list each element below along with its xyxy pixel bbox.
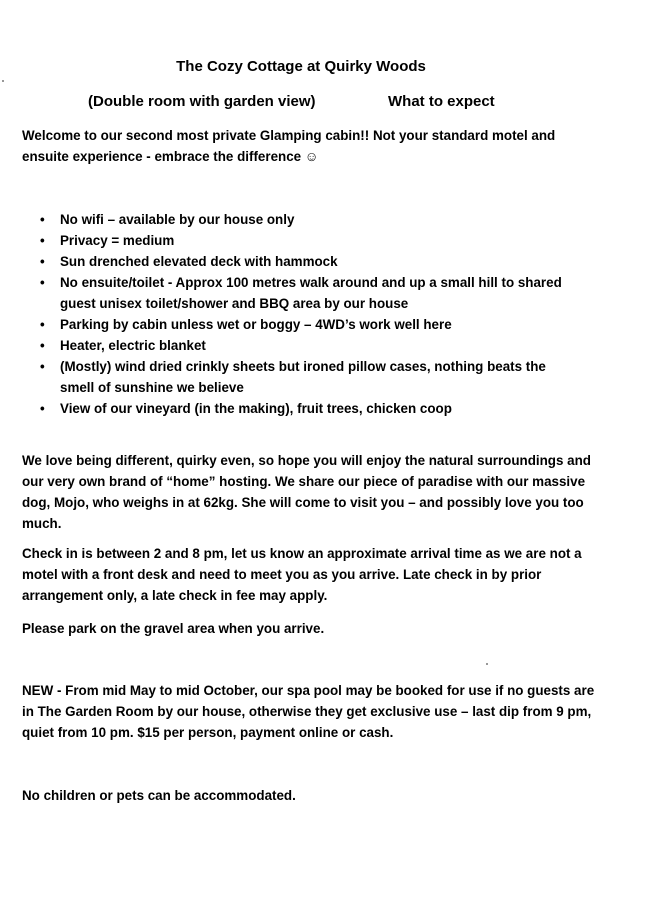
welcome-paragraph: Welcome to our second most private Glamping cabin!! Not your standard motel and ensuite experience - embrace the difference ☺ [22,128,556,164]
what-to-expect-heading: What to expect [388,93,495,110]
list-item: • No wifi – available by our house only [22,209,582,230]
parking-paragraph: Please park on the gravel area when you arrive. [22,621,325,636]
document-title: The Cozy Cottage at Quirky Woods [176,58,426,75]
children-pets-paragraph: No children or pets can be accommodated. [22,788,296,803]
room-type-subtitle: (Double room with garden view) [88,93,316,110]
list-item: • Sun drenched elevated deck with hammock [22,251,582,272]
list-item: • Privacy = medium [22,230,582,251]
list-item: • Parking by cabin unless wet or boggy – 4WD’s work well here [22,314,582,335]
list-item: • (Mostly) wind dried crinkly sheets but ironed pillow cases, nothing beats the smell of sunshine we believe [22,356,582,398]
list-item: • No ensuite/toilet - Approx 100 metres walk around and up a small hill to shared guest unisex toilet/shower and BBQ area by our house [22,272,582,314]
scan-speck [486,663,488,665]
list-item: • View of our vineyard (in the making), fruit trees, chicken coop [22,398,582,419]
quirky-paragraph: We love being different, quirky even, so hope you will enjoy the natural surroundings and our very own brand of “home” hosting. We share our piece of paradise with our massive dog, Mojo, who weighs in at 62kg. She will come to visit you – and possibly love you too much. [22,453,591,531]
checkin-paragraph: Check in is between 2 and 8 pm, let us know an approximate arrival time as we are not a motel with a front desk and need to meet you as you arrive. Late check in by prior arrangement only, a late check in fee may apply. [22,546,582,603]
spa-pool-paragraph: NEW - From mid May to mid October, our spa pool may be booked for use if no guests are in The Garden Room by our house, otherwise they get exclusive use – last dip from 9 pm, quiet from 10 pm. $15 per person, payment online or cash. [22,683,595,740]
scan-speck [2,80,4,82]
amenities-list [22,209,582,419]
list-item: • Heater, electric blanket [22,335,582,356]
